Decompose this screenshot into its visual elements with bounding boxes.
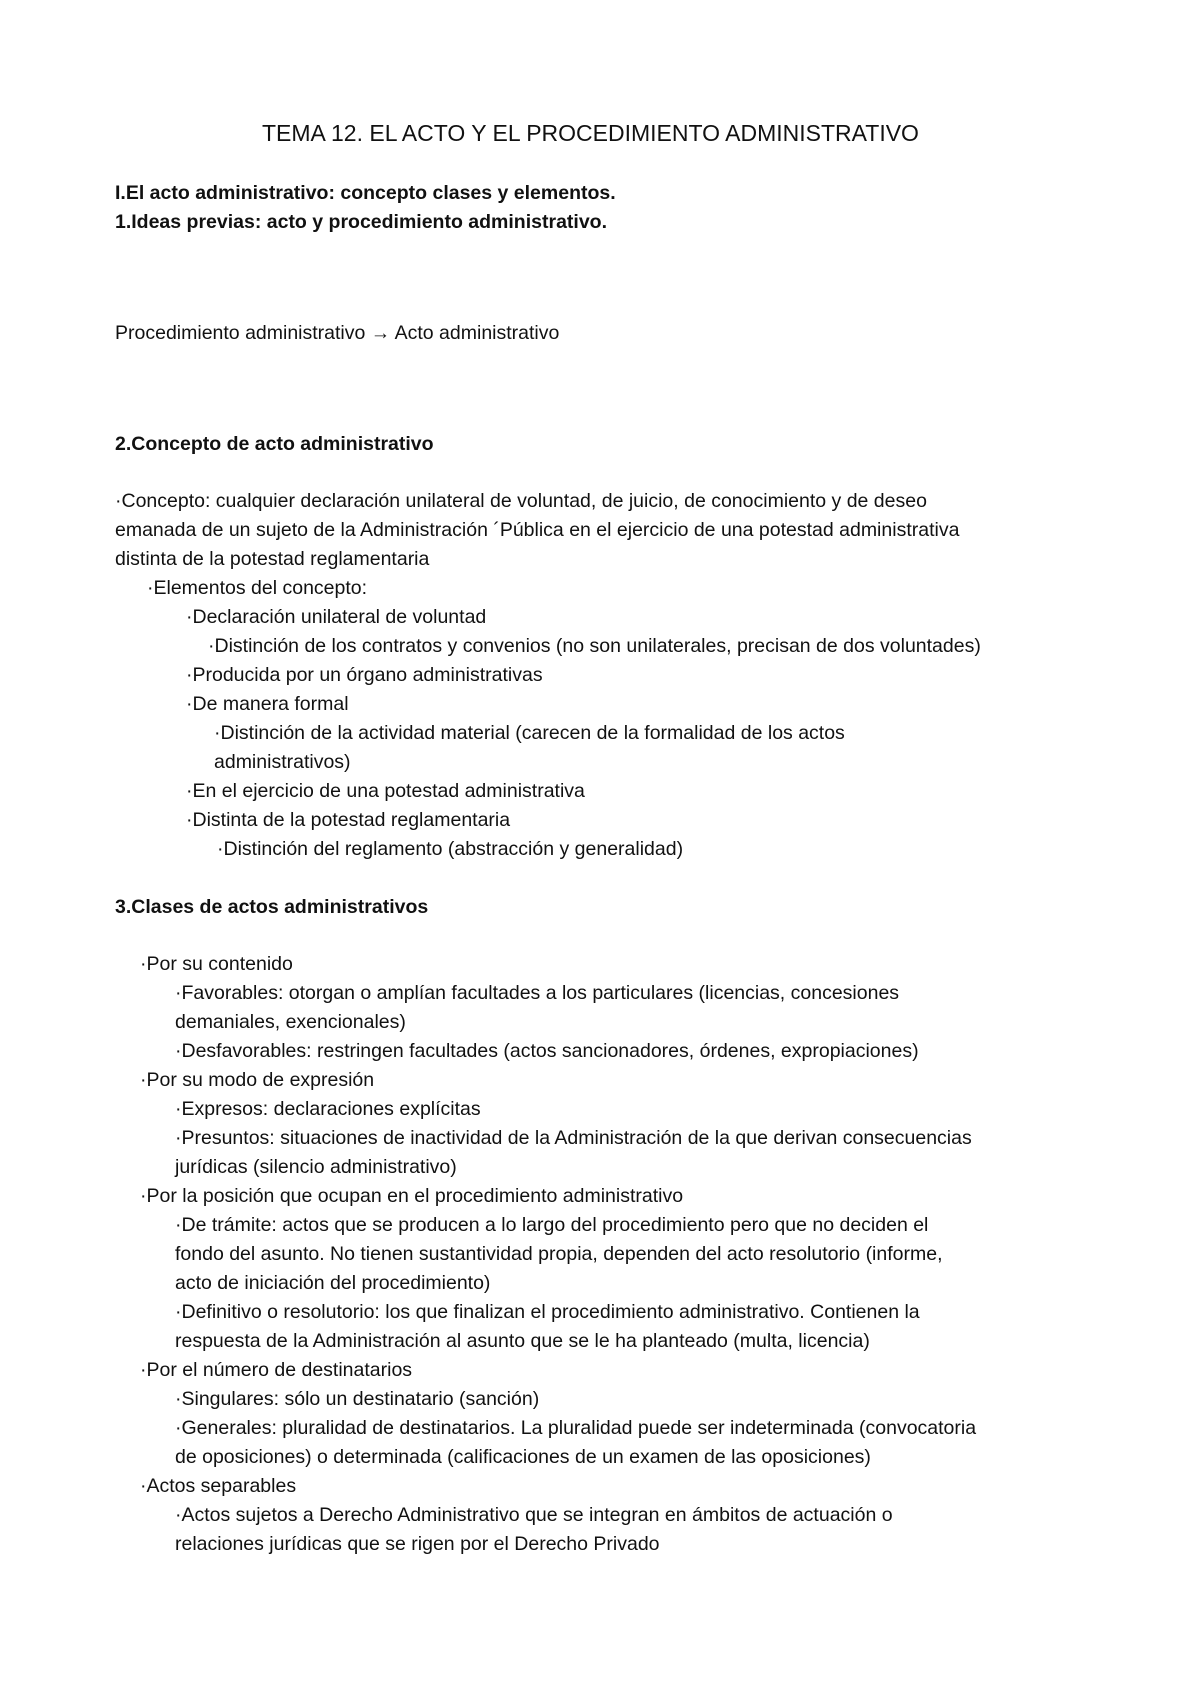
paragraph-line: emanada de un sujeto de la Administración ´Pública en el ejercicio de una potestad administrativa bbox=[115, 519, 960, 541]
flow-line: Procedimiento administrativo → Acto administrativo bbox=[115, 322, 560, 344]
section-heading: I.El acto administrativo: concepto clases y elementos. bbox=[115, 182, 616, 204]
list-item: ·Expresos: declaraciones explícitas bbox=[175, 1098, 481, 1120]
list-item: ·Definitivo o resolutorio: los que finalizan el procedimiento administrativo. Contienen la bbox=[175, 1301, 920, 1323]
list-item: jurídicas (silencio administrativo) bbox=[175, 1156, 457, 1178]
list-item: ·Generales: pluralidad de destinatarios. La pluralidad puede ser indeterminada (convocatoria bbox=[175, 1417, 977, 1439]
list-item: ·Presuntos: situaciones de inactividad de la Administración de la que derivan consecuencias bbox=[175, 1127, 972, 1149]
subsection-heading: 1.Ideas previas: acto y procedimiento administrativo. bbox=[115, 211, 607, 233]
list-item: ·Por su contenido bbox=[140, 953, 293, 975]
list-item: demaniales, exencionales) bbox=[175, 1011, 406, 1033]
paragraph-line: distinta de la potestad reglamentaria bbox=[115, 548, 430, 570]
list-item: ·Distinción de la actividad material (carecen de la formalidad de los actos bbox=[214, 722, 845, 744]
list-item: ·Por su modo de expresión bbox=[140, 1069, 375, 1091]
list-item: ·En el ejercicio de una potestad administrativa bbox=[186, 780, 585, 802]
list-item: ·De trámite: actos que se producen a lo largo del procedimiento pero que no deciden el bbox=[175, 1214, 929, 1236]
list-item: ·Actos separables bbox=[140, 1475, 297, 1497]
list-item: de oposiciones) o determinada (calificaciones de un examen de las oposiciones) bbox=[175, 1446, 871, 1468]
list-item: relaciones jurídicas que se rigen por el Derecho Privado bbox=[175, 1533, 660, 1555]
list-item: ·Elementos del concepto: bbox=[147, 577, 368, 599]
list-item: ·Desfavorables: restringen facultades (actos sancionadores, órdenes, expropiaciones) bbox=[175, 1040, 919, 1062]
list-item: ·Por el número de destinatarios bbox=[140, 1359, 413, 1381]
list-item: ·Por la posición que ocupan en el procedimiento administrativo bbox=[140, 1185, 684, 1207]
list-item: ·Distinción del reglamento (abstracción y generalidad) bbox=[217, 838, 684, 860]
paragraph-line: ·Concepto: cualquier declaración unilateral de voluntad, de juicio, de conocimiento y de deseo bbox=[115, 490, 927, 512]
subsection-heading: 2.Concepto de acto administrativo bbox=[115, 433, 434, 455]
list-item: respuesta de la Administración al asunto que se le ha planteado (multa, licencia) bbox=[175, 1330, 870, 1352]
list-item: ·Favorables: otorgan o amplían facultades a los particulares (licencias, concesiones bbox=[175, 982, 900, 1004]
list-item: ·De manera formal bbox=[186, 693, 349, 715]
list-item: fondo del asunto. No tienen sustantividad propia, dependen del acto resolutorio (informe, bbox=[175, 1243, 943, 1265]
document-title: TEMA 12. EL ACTO Y EL PROCEDIMIENTO ADMINISTRATIVO bbox=[262, 120, 919, 146]
list-item: ·Declaración unilateral de voluntad bbox=[186, 606, 487, 628]
list-item: ·Producida por un órgano administrativas bbox=[186, 664, 543, 686]
list-item: acto de iniciación del procedimiento) bbox=[175, 1272, 491, 1294]
list-item: ·Singulares: sólo un destinatario (sanción) bbox=[175, 1388, 540, 1410]
list-item: ·Actos sujetos a Derecho Administrativo que se integran en ámbitos de actuación o bbox=[175, 1504, 893, 1526]
list-item: ·Distinta de la potestad reglamentaria bbox=[186, 809, 511, 831]
list-item: administrativos) bbox=[214, 751, 351, 773]
list-item: ·Distinción de los contratos y convenios (no son unilaterales, precisan de dos voluntades) bbox=[208, 635, 981, 657]
subsection-heading: 3.Clases de actos administrativos bbox=[115, 896, 429, 918]
